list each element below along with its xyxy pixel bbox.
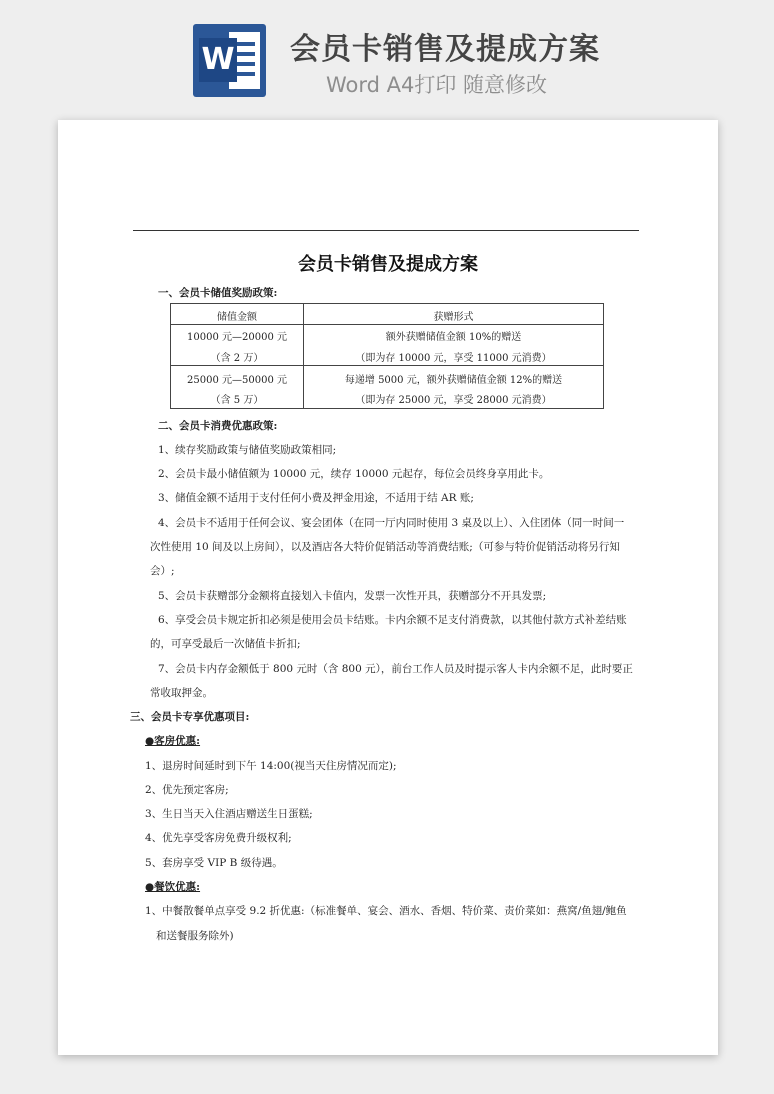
policy-line: 5、会员卡获赠部分金额将直接划入卡值内，发票一次性开具，获赠部分不开具发票;	[158, 590, 547, 602]
table-cell-amount: 25000 元—50000 元	[187, 375, 287, 386]
header-rule	[133, 230, 639, 231]
table-cell-amount-note: （含 5 万）	[210, 395, 264, 406]
word-document-icon	[193, 24, 266, 97]
policy-line: 次性使用 10 间及以上房间），以及酒店各大特价促销活动等消费结账;（可参与特价促销活动将另行知	[150, 541, 620, 553]
document-title: 会员卡销售及提成方案	[298, 254, 478, 275]
room-benefits-heading: ●客房优惠:	[145, 735, 201, 747]
table-divider	[171, 365, 603, 366]
table-cell-amount: 10000 元—20000 元	[187, 332, 287, 343]
dining-benefit-line: 1、中餐散餐单点享受 9.2 折优惠:（标准餐单、宴会、酒水、香烟、特价菜、责价菜如：燕窝/鱼翅/鲍鱼	[145, 905, 627, 917]
policy-line: 的，可享受最后一次储值卡折扣;	[150, 638, 301, 650]
word-icon-letter: W	[199, 38, 237, 82]
banner-subtitle: Word A4打印 随意修改	[326, 73, 548, 97]
policy-line: 会）;	[150, 565, 175, 577]
table-cell-gift: 额外获赠储值金额 10%的赠送	[385, 332, 522, 343]
room-benefit-line: 2、优先预定客房;	[145, 784, 229, 796]
room-benefit-line: 3、生日当天入住酒店赠送生日蛋糕;	[145, 808, 313, 820]
table-cell-gift-note: （即为存 10000 元，享受 11000 元消费）	[355, 353, 552, 364]
table-header-gift: 获赠形式	[433, 312, 474, 323]
table-cell-amount-note: （含 2 万）	[210, 353, 264, 364]
room-benefit-line: 1、退房时间延时到下午 14:00(视当天住房情况而定);	[145, 760, 397, 772]
room-benefit-line: 4、优先享受客房免费升级权利;	[145, 832, 292, 844]
policy-line: 7、会员卡内存金额低于 800 元时（含 800 元），前台工作人员及时提示客人卡内余额不足，此时要正	[158, 663, 633, 675]
dining-benefits-heading: ●餐饮优惠:	[145, 881, 201, 893]
policy-line: 3、储值金额不适用于支付任何小费及押金用途，不适用于结 AR 账;	[158, 492, 474, 504]
section-heading-1: 一、会员卡储值奖励政策:	[158, 287, 278, 299]
policy-line: 6、享受会员卡规定折扣必须是使用会员卡结账。卡内余额不足支付消费款，以其他付款方式补差结账	[158, 614, 627, 626]
policy-line: 1、续存奖励政策与储值奖励政策相同;	[158, 444, 337, 456]
table-cell-gift: 每递增 5000 元，额外获赠储值金额 12%的赠送	[344, 375, 563, 386]
policy-line: 2、会员卡最小储值额为 10000 元，续存 10000 元起存，每位会员终身享用此卡。	[158, 468, 550, 480]
banner-title: 会员卡销售及提成方案	[290, 32, 600, 67]
section-heading-3: 三、会员卡专享优惠项目:	[130, 711, 250, 723]
dining-benefit-line: 和送餐服务除外)	[156, 930, 234, 942]
policy-line: 常收取押金。	[150, 687, 213, 699]
header-banner	[0, 0, 774, 118]
room-benefit-line: 5、套房享受 VIP B 级待遇。	[145, 857, 283, 869]
table-header-amount: 储值金额	[217, 312, 257, 323]
policy-line: 4、会员卡不适用于任何会议、宴会团体（在同一厅内同时使用 3 桌及以上）、入住团体（同一时间一	[158, 517, 625, 529]
document-page	[58, 120, 718, 1055]
section-heading-2: 二、会员卡消费优惠政策:	[158, 420, 278, 432]
table-divider	[171, 324, 603, 325]
reward-table	[170, 303, 604, 409]
table-cell-gift-note: （即为存 25000 元，享受 28000 元消费）	[355, 395, 552, 406]
